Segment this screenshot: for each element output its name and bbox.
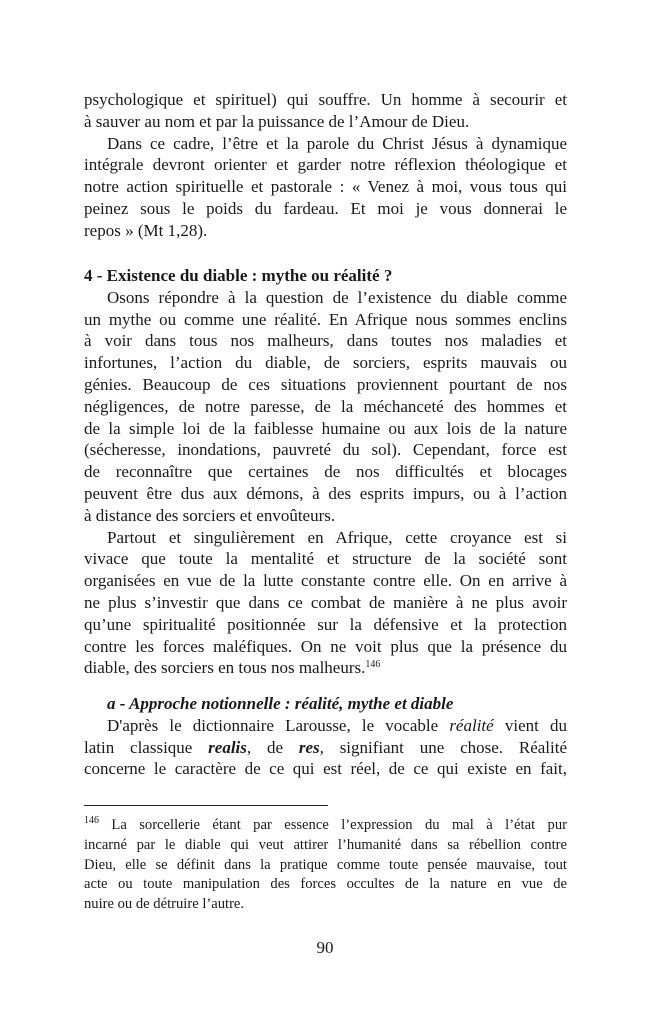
paragraph-2	[84, 133, 567, 242]
text-line: un mythe ou comme une réalité. En Afrique nous sommes enclins	[84, 309, 567, 329]
text: diable, des sorciers en tous nos malheurs.	[84, 658, 366, 678]
text: , signifiant une chose. Réalité	[319, 737, 568, 757]
text: La sorcellerie étant par essence l’expression du mal à l’état pur	[99, 817, 567, 833]
footnote-separator	[84, 805, 328, 806]
text-line: ne plus s’investir que dans ce combat de manière à ne plus avoir	[84, 592, 567, 612]
heading-text: 4 - Existence du diable : mythe ou réalité ?	[84, 266, 393, 285]
text-line: Dieu, elle se définit dans la pratique comme toute pensée mauvaise, tout	[84, 856, 567, 873]
text: , de	[246, 737, 299, 757]
text-line: Partout et singulièrement en Afrique, cette croyance est si	[107, 527, 567, 547]
text: D'après le dictionnaire Larousse, le vocable	[107, 715, 450, 735]
heading-text: a - Approche notionnelle : réalité, mythe et diable	[107, 694, 454, 713]
text-line: à distance des sorciers et envoûteurs.	[84, 505, 336, 525]
text-line: de reconnaître que certaines de nos difficultés et blocages	[84, 462, 567, 482]
text-line: à voir dans tous nos malheurs, dans toutes nos maladies et	[84, 331, 567, 351]
text-line: incarné par le diable qui veut attirer l’humanité dans sa rébellion contre	[84, 836, 567, 853]
emphasis: realis	[208, 737, 247, 757]
text-line	[84, 816, 567, 836]
subsection-heading-a	[84, 693, 567, 715]
emphasis: réalité	[449, 715, 494, 735]
section-heading-4	[84, 265, 567, 287]
text-line: repos » (Mt 1,28).	[84, 220, 208, 240]
text-line: peuvent être dus aux démons, à des esprits impurs, ou à l’action	[84, 483, 567, 503]
page-number: 90	[316, 938, 334, 957]
text-line: concerne le caractère de ce qui est réel, de ce qui existe en fait,	[84, 759, 567, 779]
text-line: qu’une spiritualité positionnée sur la défensive et la protection	[84, 614, 567, 634]
paragraph-4	[84, 527, 567, 680]
text-line: infortunes, l’action du diable, de sorciers, esprits mauvais ou	[84, 353, 567, 373]
paragraph-3	[84, 287, 567, 527]
text-line: Osons répondre à la question de l’existence du diable comme	[107, 287, 567, 307]
text-line: vivace que toute la mentalité et structure de la société sont	[84, 549, 567, 569]
text-line: (sécheresse, inondations, pauvreté du sol). Cependant, force est	[84, 440, 567, 460]
text-line: contre les forces maléfiques. On ne voit plus que la présence du	[84, 636, 567, 656]
text-line: Dans ce cadre, l’être et la parole du Christ Jésus à dynamique	[107, 133, 567, 153]
text-line: acte ou toute manipulation des forces occultes de la nature en vue de	[84, 876, 567, 893]
footnote-reference[interactable]: 146	[365, 659, 381, 671]
footnote-number: 146	[84, 815, 99, 826]
text-line: psychologique et spirituel) qui souffre. Un homme à secourir et	[84, 90, 567, 109]
text-line: peinez sous le poids du fardeau. Et moi je vous donnerai le	[84, 198, 567, 218]
text: latin classique	[84, 737, 209, 757]
text: vient du	[493, 715, 567, 735]
text-line: génies. Beaucoup de ces situations proviennent pourtant de nos	[84, 374, 567, 394]
text-line: organisées en vue de la lutte constante contre elle. On en arrive à	[84, 571, 567, 591]
text-line: à sauver au nom et par la puissance de l’Amour de Dieu.	[84, 111, 470, 131]
emphasis: res	[298, 737, 320, 757]
text-line: intégrale devront orienter et garder notre réflexion théologique et	[84, 155, 567, 175]
paragraph-1	[84, 89, 567, 133]
footnote	[84, 816, 567, 915]
text-line	[84, 737, 567, 759]
text-line: de la simple loi de la faiblesse humaine ou aux lois de la nature	[84, 418, 567, 438]
text-line	[84, 657, 567, 679]
text-line: nuire ou de détruire l’autre.	[84, 896, 245, 913]
text-line	[84, 715, 567, 737]
paragraph-5	[84, 715, 567, 780]
text-line: négligences, de notre paresse, de la méchanceté des hommes et	[84, 396, 567, 416]
text-line: notre action spirituelle et pastorale : « Venez à moi, vous tous qui	[84, 177, 567, 197]
